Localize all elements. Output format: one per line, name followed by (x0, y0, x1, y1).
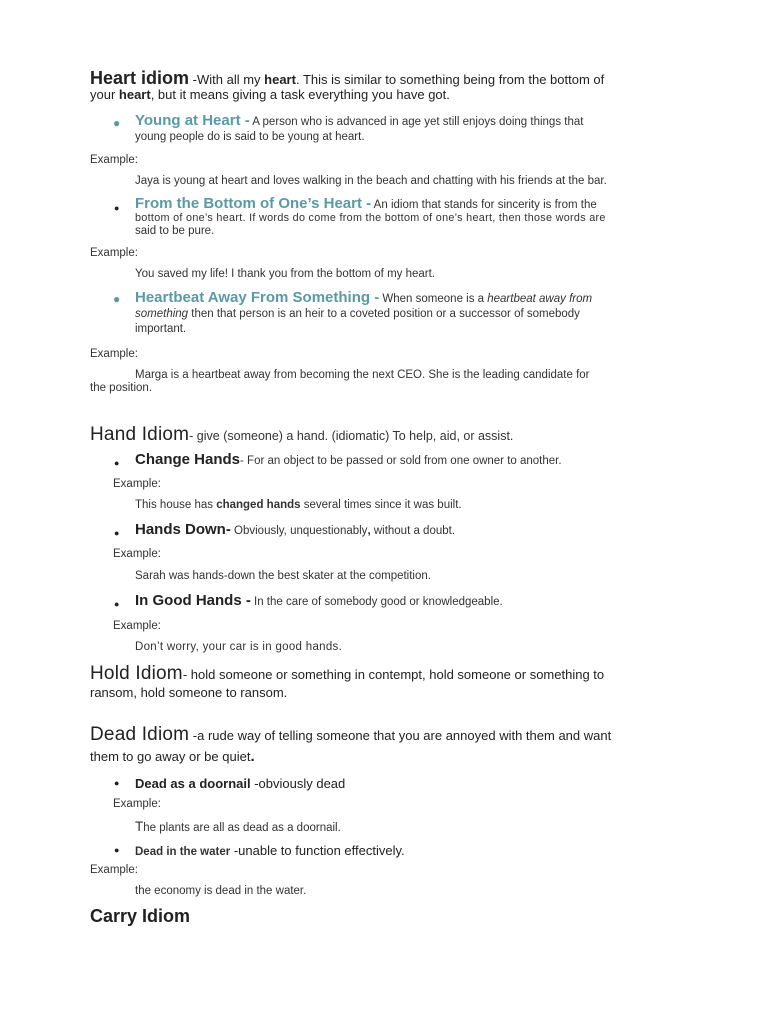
bullet-icon: ● (114, 458, 120, 468)
heart-intro: Heart idiom -With all my heart. This is similar to something being from the bottom of your heart, but it means giving a task everything you have got. (90, 68, 605, 102)
example-text: You saved my life! I thank you from the bottom of my heart. (135, 268, 435, 280)
example-text: Jaya is young at heart and loves walking in the beach and chatting with his friends at the bar. (135, 175, 607, 187)
list-item-hands-down: Hands Down- Obviously, unquestionably, without a doubt. (135, 521, 456, 538)
example-label: Example: (113, 798, 161, 810)
list-item-dead-as-doornail: Dead as a doornail -obviously dead (135, 776, 346, 791)
example-label: Example: (90, 154, 138, 166)
list-item-change-hands: Change Hands- For an object to be passed or sold from one owner to another. (135, 451, 562, 468)
list-item-dead-in-water: Dead in the water -unable to function effectively. (135, 843, 405, 858)
dead-intro: Dead Idiom -a rude way of telling someone that you are annoyed with them and want them to go away or be quiet. (90, 724, 612, 765)
bullet-icon: ● (114, 528, 120, 538)
hold-intro: Hold Idiom- hold someone or something in contempt, hold someone or something to ransom, hold someone to ransom. (90, 663, 605, 700)
example-label: Example: (113, 478, 161, 490)
dead-idiom-title: Dead Idiom (90, 724, 190, 745)
example-label: Example: (113, 548, 161, 560)
example-label: Example: (90, 348, 138, 360)
example-text: Don’t worry, your car is in good hands. (135, 641, 343, 653)
hold-idiom-title: Hold Idiom (90, 663, 183, 684)
list-item-in-good-hands: In Good Hands - In the care of somebody good or knowledgeable. (135, 592, 503, 609)
bullet-icon: ● (114, 599, 120, 609)
heart-idiom-title: Heart idiom (90, 68, 190, 88)
list-item-bottom-of-heart: From the Bottom of One’s Heart - An idiom that stands for sincerity is from the bottom of one’s heart. If words do come from the bottom of one’s heart, then those words are said to be pure. (135, 195, 606, 237)
example-label: Example: (90, 247, 138, 259)
bullet-icon: ● (114, 845, 120, 855)
example-text: the economy is dead in the water. (135, 885, 307, 897)
example-text: Sarah was hands-down the best skater at the competition. (135, 570, 431, 582)
example-label: Example: (90, 864, 138, 876)
example-text: The plants are all as dead as a doornail. (135, 819, 341, 834)
hand-intro: Hand Idiom- give (someone) a hand. (idiomatic) To help, aid, or assist. (90, 424, 514, 445)
example-text: Marga is a heartbeat away from becoming the next CEO. She is the leading candidate for the position. (90, 369, 590, 394)
bullet-icon: ● (113, 116, 121, 130)
bullet-icon: ● (114, 778, 120, 788)
example-label: Example: (113, 620, 161, 632)
bullet-icon: ● (113, 292, 121, 306)
hand-idiom-title: Hand Idiom (90, 424, 190, 445)
list-item-young-at-heart: Young at Heart - A person who is advanced in age yet still enjoys doing things that young people do is said to be young at heart. (135, 112, 584, 143)
bullet-icon: ● (114, 203, 120, 213)
carry-idiom-title: Carry Idiom (90, 906, 191, 926)
list-item-heartbeat-away: Heartbeat Away From Something - When someone is a heartbeat away from something then that person is an heir to a coveted position or a successor of somebody important. (135, 289, 593, 335)
example-text: This house has changed hands several times since it was built. (135, 499, 462, 511)
